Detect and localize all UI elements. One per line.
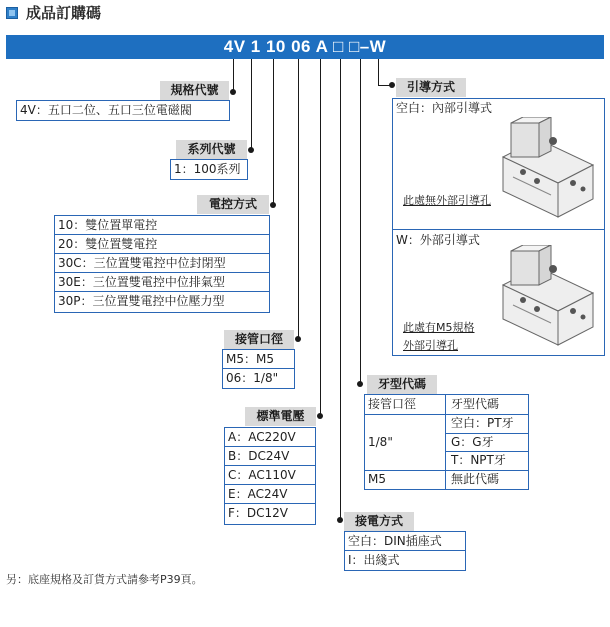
pilot-external-annotation: 此處有M5規格: [403, 321, 475, 334]
title-bullet-icon: [6, 7, 18, 19]
pilot-external-annotation: 外部引導孔: [403, 339, 458, 352]
voltage-row: E：AC24V: [225, 485, 315, 504]
port-row: M5：M5: [223, 350, 294, 369]
port-row: 06：1/8": [226, 371, 279, 385]
pilot-external-label: W：外部引導式: [396, 233, 480, 247]
spec-row: 4V：五口二位、五口三位電磁閥: [20, 103, 192, 117]
thread-table: [364, 394, 529, 490]
control-row: 30C：三位置雙電控中位封閉型: [55, 254, 269, 273]
footnote: 另：底座規格及訂貨方式請參考P39頁。: [6, 573, 203, 586]
solenoid-valve-external-pilot-image: [493, 245, 603, 353]
voltage-row: F：DC12V: [228, 506, 289, 520]
thread-col-header: 牙型代碼: [451, 397, 500, 411]
control-row: 30P：三位置雙電控中位壓力型: [58, 294, 225, 308]
voltage-row: B：DC24V: [225, 447, 315, 466]
port-box: [222, 349, 295, 389]
pilot-header: 引導方式: [396, 78, 466, 97]
wiring-row: I：出綫式: [348, 553, 400, 567]
thread-col-header: 接管口徑: [368, 397, 417, 411]
solenoid-valve-internal-pilot-image: [493, 117, 603, 227]
spec-box: [16, 100, 230, 121]
thread-code-cell: G：G牙: [451, 435, 494, 449]
series-row: 1：100系列: [174, 162, 241, 176]
spec-header: 規格代號: [160, 81, 229, 100]
wiring-row: 空白：DIN插座式: [345, 532, 465, 551]
order-code: 4V 1 10 06 A □ □–W: [223, 37, 387, 56]
voltage-box: [224, 427, 316, 525]
port-header: 接管口徑: [224, 330, 294, 349]
thread-size-cell: 1/8": [368, 435, 393, 449]
voltage-row: A：AC220V: [225, 428, 315, 447]
thread-code-cell: 無此代碼: [451, 472, 500, 486]
pilot-internal-annotation: 此處無外部引導孔: [403, 194, 491, 207]
page-title: 成品訂購碼: [26, 4, 102, 22]
control-header: 電控方式: [197, 195, 269, 214]
control-row: 20：雙位置雙電控: [55, 235, 269, 254]
thread-size-cell: M5: [368, 472, 386, 486]
control-box: [54, 215, 270, 313]
pilot-box: [392, 98, 605, 356]
wiring-header: 接電方式: [344, 512, 414, 531]
order-code-bar: [6, 35, 604, 59]
series-box: [170, 159, 248, 180]
thread-code-cell: 空白：PT牙: [451, 416, 514, 430]
thread-header: 牙型代碼: [367, 375, 437, 394]
voltage-row: C：AC110V: [225, 466, 315, 485]
control-row: 30E：三位置雙電控中位排氣型: [55, 273, 269, 292]
series-header: 系列代號: [176, 140, 247, 159]
voltage-header: 標準電壓: [245, 407, 316, 426]
pilot-internal-label: 空白：內部引導式: [396, 101, 493, 115]
control-row: 10：雙位置單電控: [55, 216, 269, 235]
wiring-box: [344, 531, 466, 571]
thread-code-cell: T：NPT牙: [451, 453, 506, 467]
